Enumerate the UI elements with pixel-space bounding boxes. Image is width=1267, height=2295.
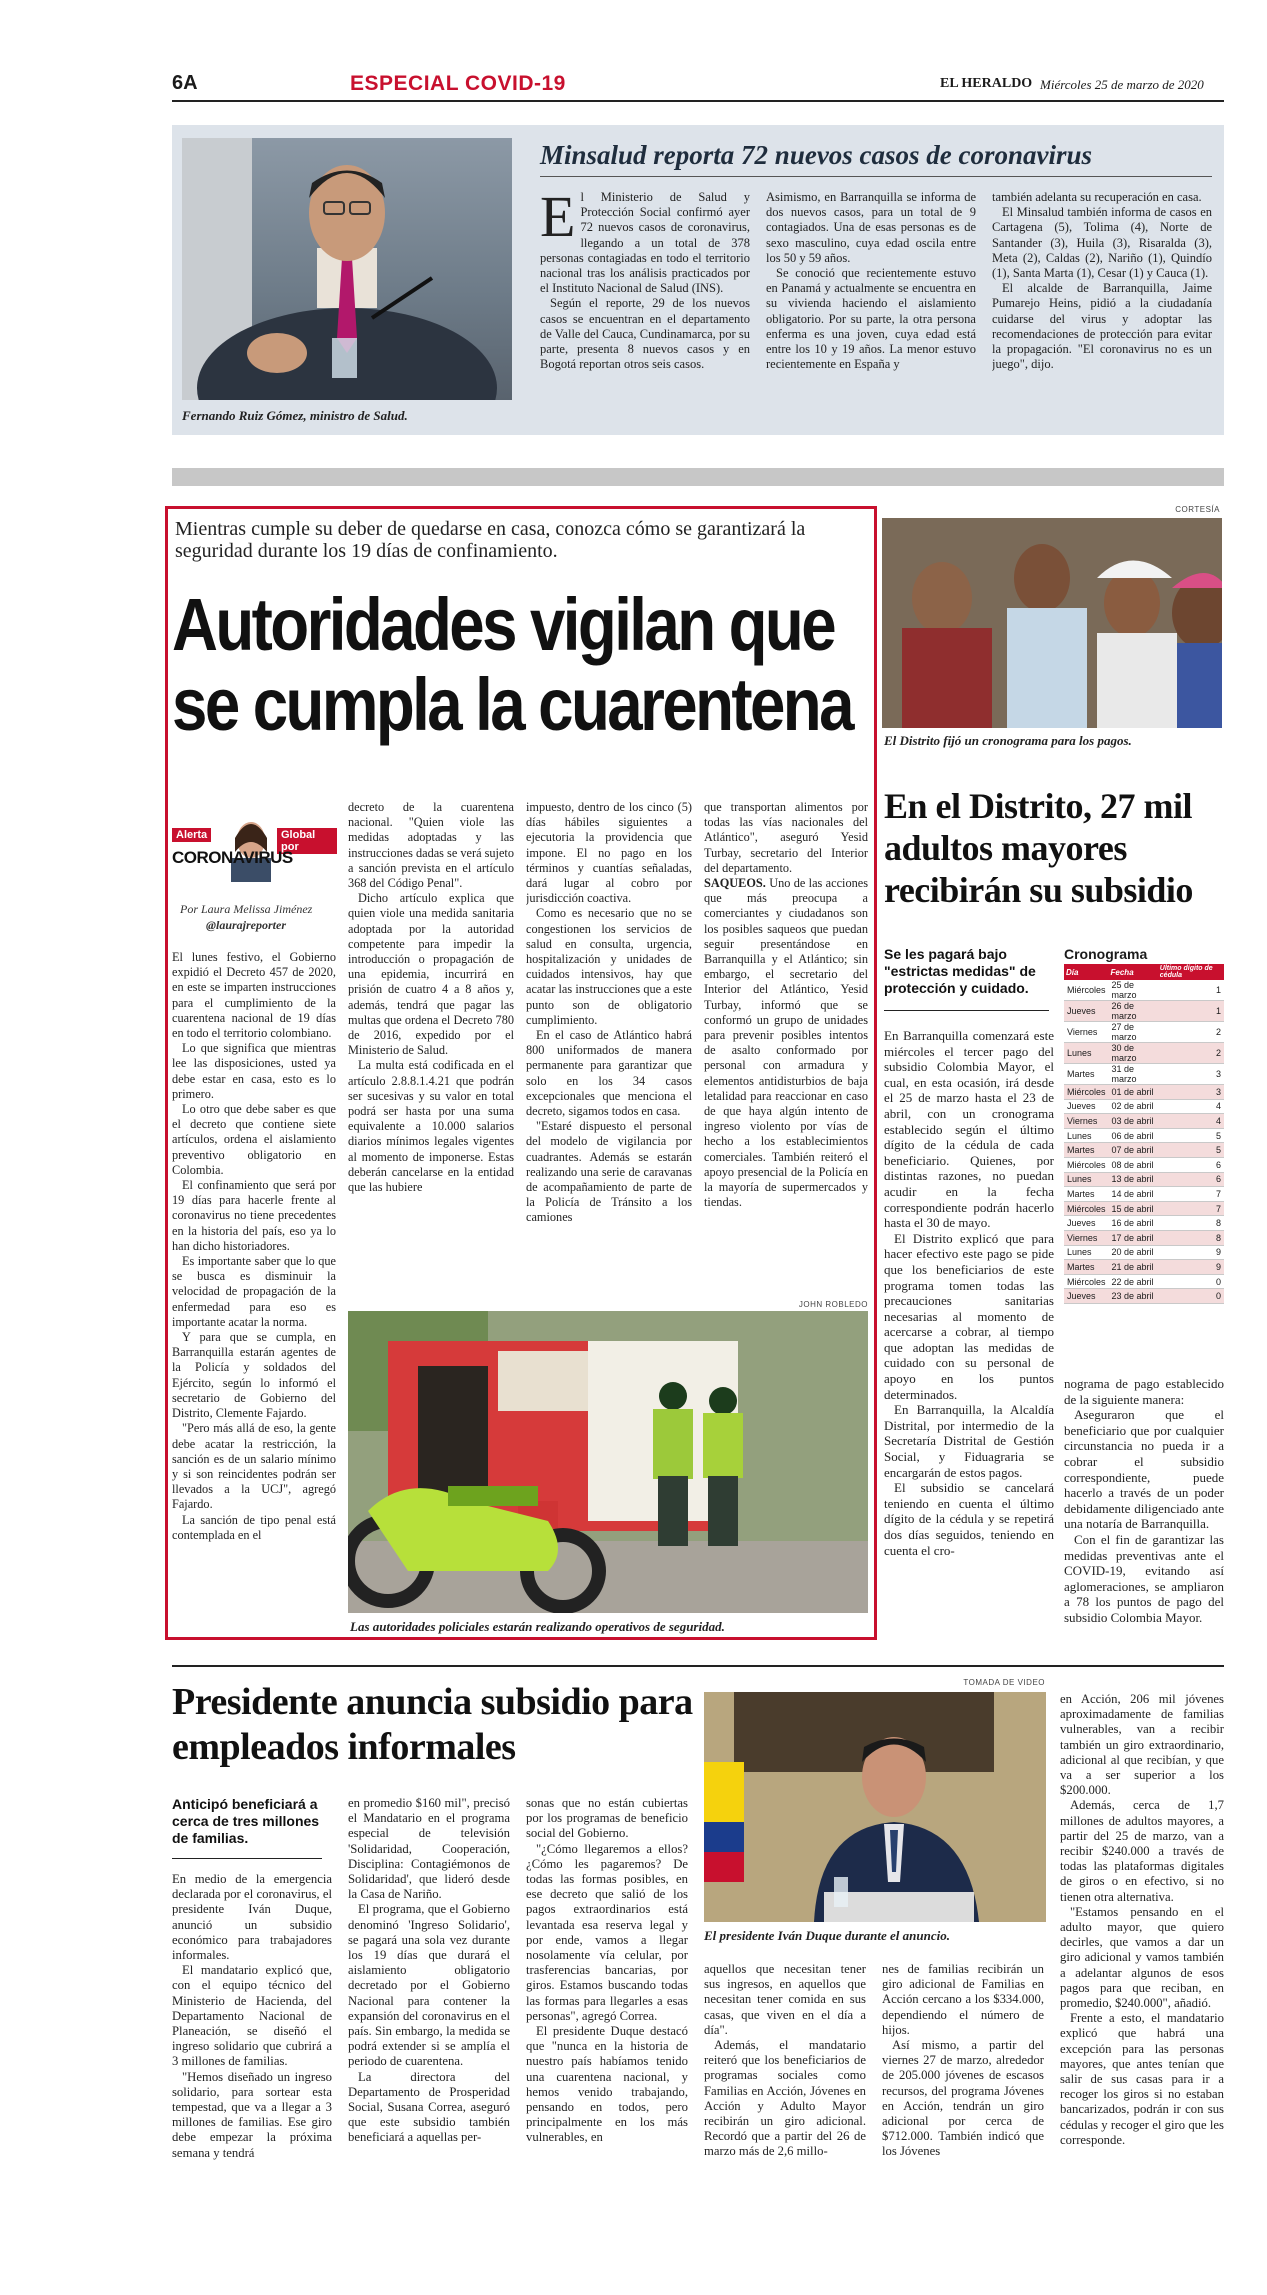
cronograma-cell-fecha: 07 de abril [1109, 1143, 1158, 1158]
subsidio-col-1 [884, 1028, 1054, 1638]
cuarentena-col-3-p2: Como es necesario que no se congestionen los servicios de salud en consulta, urgencia, hospitalización y unidades de cuidados intensivos, hay que acatar las instrucciones que a este punto son de obligatorio cumplimiento. [526, 906, 692, 1027]
cuarentena-col-2 [348, 800, 514, 1305]
cronograma-cell-fecha: 27 de marzo [1109, 1022, 1158, 1043]
cuarentena-col-2-p3: La multa está codificada en el artículo 2.8.8.1.4.21 que podrán ser sucesivas y su valor en total podrá ser hasta por una suma equivalente a 10.000 salarios diarios mínimos legales vigentes al momento de imponerse. Estas deberán cancelarse en la entidad que las hubiere [348, 1058, 514, 1195]
presidente-col-3-p1: sonas que no están cubiertas por los programas de beneficio social del Gobierno. [526, 1796, 688, 1841]
presidente-col-5-p1: nes de familias recibirán un giro adicional de Familias en Acción cercano a los $334.000, dependiendo el número de hijos. [882, 1962, 1044, 2037]
presidente-col-1-p2: El mandatario explicó que, con el equipo técnico del Ministerio de Hacienda, del Departamento Nacional de Planeación, se diseñó el ingreso solidario que cubrirá a 3 millones de familias. [172, 1963, 332, 2069]
cronograma-cell-digito: 9 [1158, 1245, 1224, 1260]
cronograma-row [1064, 1289, 1224, 1304]
cronograma-cell-fecha: 16 de abril [1109, 1216, 1158, 1231]
cronograma-row [1064, 1172, 1224, 1187]
byline-handle: @laurajreporter [206, 918, 286, 932]
badge-global: Global por [277, 828, 337, 854]
presidente-col-6-p4: Frente a esto, el mandatario explicó que habrá una excepción para las personas mayores, que antes tenían que salir de sus casas para ir a recoger los giros si no estaban bancarizados, podrán ir con sus cédulas y recoger el giro que les corresponde. [1060, 2011, 1224, 2147]
cronograma-title: Cronograma [1064, 946, 1148, 962]
badge-coronavirus: CORONAVIRUS [172, 848, 293, 867]
cronograma-cell-dia: Martes [1064, 1064, 1109, 1085]
cronograma-cell-fecha: 25 de marzo [1109, 980, 1158, 1001]
cronograma-cell-dia: Martes [1064, 1143, 1109, 1158]
cronograma-cell-digito: 4 [1158, 1114, 1224, 1129]
cuarentena-col-4-p1: que transportan alimentos por todas las vías nacionales del Atlántico", aseguró Yesid Turbay, secretario del Interior del departamento. [704, 800, 868, 875]
presidente-col-3-p3: El presidente Duque destacó que "nunca en la historia de nuestro país habíamos tenido una cuarentena nacional, y hemos venido trabajando, pensando en todos, pero principalmente en los más vulnerables, en [526, 2024, 688, 2145]
subsidio-col-2-p2: Aseguraron que el beneficiario que por cualquier circunstancia no pueda ir a cobrar el subsidio correspondiente, puede hacerlo a través de un poder debidamente diligenciado ante una notaría de Barranquilla. [1064, 1407, 1224, 1532]
subsidio-col-2 [1064, 1376, 1224, 1638]
police-photo-caption: Las autoridades policiales estarán realizando operativos de seguridad. [350, 1619, 725, 1634]
cuarentena-col-3-p1: impuesto, dentro de los cinco (5) días hábiles siguientes a ejecutoria la providencia que impone. El no pago en los términos y cuantías señaladas, dará lugar al cobro por jurisdicción coactiva. [526, 800, 692, 906]
separator-bar [172, 468, 1224, 486]
subsidio-col-2-p3: Con el fin de garantizar las medidas preventivas ante el COVID-19, evitando así aglomeraciones, se ampliaron a 78 los puntos de pago del subsidio Colombia Mayor. [1064, 1531, 1224, 1625]
duque-photo [704, 1692, 1046, 1922]
cronograma-cell-fecha: 30 de marzo [1109, 1043, 1158, 1064]
presidente-col-5 [882, 1962, 1044, 2267]
presidente-col-1-p1: En medio de la emergencia declarada por el coronavirus, el presidente Iván Duque, anunció un subsidio económico para trabajadores informales. [172, 1872, 332, 1963]
presidente-subhead: Anticipó beneficiará a cerca de tres millones de familias. [172, 1796, 320, 1846]
cronograma-cell-digito: 2 [1158, 1043, 1224, 1064]
cuarentena-headline: Autoridades vigilan que se cumpla la cuarentena [172, 583, 852, 746]
cronograma-cell-dia: Lunes [1064, 1172, 1109, 1187]
presidente-col-6-p3: "Estamos pensando en el adulto mayor, que quiero decirles, que vamos a dar un giro adicional y vamos también a adelantar algunos de esos pagos para que reciban, en promedio, $240.000", añadió. [1060, 1904, 1224, 2011]
cronograma-cell-dia: Jueves [1064, 1001, 1109, 1022]
cronograma-cell-dia: Miércoles [1064, 1157, 1109, 1172]
cronograma-cell-fecha: 06 de abril [1109, 1128, 1158, 1143]
cronograma-cell-digito: 7 [1158, 1201, 1224, 1216]
cuarentena-col-1-p6: Y para que se cumpla, en Barranquilla estarán agentes de la Policía y soldados del Ejército, según lo informó el secretario de Gobierno del Distrito, Clemente Fajardo. [172, 1330, 336, 1421]
cronograma-cell-dia: Viernes [1064, 1230, 1109, 1245]
cronograma-cell-digito: 7 [1158, 1187, 1224, 1202]
subsidio-col-1-p2: El Distrito explicó que para hacer efectivo este pago se pide que los beneficiarios de este programa tomen todas las precauciones sanitarias necesarias al momento de acercarse a cobrar, al tiempo que adoptan las medidas de cuidado con su personal de apoyo en los puntos determinados. [884, 1230, 1054, 1402]
minsalud-col-3-p3: El alcalde de Barranquilla, Jaime Pumarejo Heins, pidió a la ciudadanía cuidarse del virus y adoptar las recomendaciones de protección para evitar la propagación. "El coronavirus no es un juego", dijo. [992, 281, 1212, 372]
cronograma-row [1064, 1260, 1224, 1275]
police-scene [348, 1311, 868, 1613]
masthead-date: Miércoles 25 de marzo de 2020 [1040, 77, 1204, 92]
cronograma-cell-dia: Jueves [1064, 1289, 1109, 1304]
cronograma-row [1064, 1043, 1224, 1064]
duque-scene [704, 1692, 1046, 1922]
presidente-col-4 [704, 1962, 866, 2267]
minister-photo [182, 138, 512, 400]
cronograma-cell-dia: Martes [1064, 1260, 1109, 1275]
cronograma-cell-dia: Miércoles [1064, 1085, 1109, 1100]
cronograma-row [1064, 1064, 1224, 1085]
cronograma-cell-digito: 9 [1158, 1260, 1224, 1275]
cronograma-cell-dia: Lunes [1064, 1128, 1109, 1143]
presidente-col-3-p2: "¿Cómo llegaremos a ellos? ¿Cómo les pagaremos? De todas las formas posibles, en ese decreto que salió de los pagos extraordinarios está levantada esa reserva legal y por ende, vamos a llegar nosolamente vía celular, por trasferencias bancarias, por giros. Estamos buscando todas las formas para llegarles a esas personas", agregó Correa. [526, 1841, 688, 2023]
cronograma-cell-digito: 8 [1158, 1216, 1224, 1231]
elderly-photo-caption: El Distrito fijó un cronograma para los pagos. [884, 733, 1132, 748]
cronograma-cell-fecha: 31 de marzo [1109, 1064, 1158, 1085]
presidente-col-2-p3: La directora del Departamento de Prosperidad Social, Susana Correa, aseguró que este subsidio también beneficiará a aquellas per- [348, 2069, 510, 2145]
reporter-photo [227, 812, 275, 882]
presidente-col-2-p2: El programa, que el Gobierno denominó 'Ingreso Solidario', se pagará una sola vez durante los 19 días que durará el aislamiento obligatorio decretado por el Gobierno Nacional para contener la expansión del coronavirus en el país. Sin embargo, la medida se podrá extender si se amplía el periodo de cuarentena. [348, 1902, 510, 2069]
presidente-subhead-rule [172, 1858, 322, 1859]
presidente-col-6-p2: Además, cerca de 1,7 millones de adultos mayores, a partir del 25 de marzo, van a recibir $240.000 a través de todas las plataformas digitales de giros o en efectivo, si no tienen otra alternativa. [1060, 1798, 1224, 1904]
minsalud-col-2-p2: Se conoció que recientemente estuvo en Panamá y actualmente se encuentra en su vivienda haciendo el aislamiento obligatorio. Por su parte, la otra persona enferma es una joven, cuya edad está entre los 10 y 19 años. La menor estuvo recientemente en España y [766, 266, 976, 372]
cronograma-cell-digito: 0 [1158, 1274, 1224, 1289]
cuarentena-col-1-p1: El lunes festivo, el Gobierno expidió el Decreto 457 de 2020, en este se imparten instrucciones para el cumplimiento de la cuarentena nacional de 19 días en todo el territorio colombiano. [172, 950, 336, 1041]
police-photo [348, 1311, 868, 1613]
cuarentena-col-3-p4: "Estaré dispuesto el personal del modelo de vigilancia por cuadrantes. Además se estarán realizando una serie de caravanas de acompañamiento de parte de la Policía de Tránsito a los camiones [526, 1119, 692, 1225]
presidente-col-3 [526, 1796, 688, 2266]
cronograma-cell-digito: 5 [1158, 1143, 1224, 1158]
minsalud-col-3-p1: también adelanta su recuperación en casa. [992, 190, 1202, 204]
minsalud-col-3 [992, 190, 1212, 430]
cronograma-row [1064, 1099, 1224, 1114]
cronograma-row [1064, 1274, 1224, 1289]
cronograma-cell-digito: 3 [1158, 1085, 1224, 1100]
cronograma-cell-fecha: 23 de abril [1109, 1289, 1158, 1304]
section-title: ESPECIAL COVID-19 [350, 72, 566, 95]
cronograma-row [1064, 1022, 1224, 1043]
cronograma-row [1064, 1201, 1224, 1216]
cuarentena-col-4 [704, 800, 868, 1305]
subsidio-headline: En el Distrito, 27 mil adultos mayores recibirán su subsidio [884, 786, 1193, 910]
cuarentena-col-4-p2: Uno de las acciones que más preocupa a comerciantes y ciudadanos son los posibles saqueos que puedan seguir presentándose en Barranquilla y el Atlántico; sin embargo, el secretario del Interior del Atlántico, Yesid Turbay, informó que se conformó un grupo de unidades para prevenir posibles intentos de asalto conformado por personal con armadura y elementos antidisturbios de baja letalidad para reaccionar en caso de que haya algún intento de ingreso violento por vías de hecho a los establecimientos comerciales. También reiteró el apoyo presencial de la Policía en la mayoría de supermercados y tiendas. [704, 876, 868, 1210]
minsalud-col-2 [766, 190, 976, 430]
cronograma-cell-digito: 1 [1158, 1001, 1224, 1022]
cronograma-cell-fecha: 01 de abril [1109, 1085, 1158, 1100]
cronograma-cell-fecha: 13 de abril [1109, 1172, 1158, 1187]
cronograma-cell-fecha: 15 de abril [1109, 1201, 1158, 1216]
cuarentena-col-1-p7: "Pero más allá de eso, la gente debe acatar la restricción, la sanción es de un salario mínimo y si son reincidentes podrán ser llevados a la UCJ", agregó Fajardo. [172, 1421, 336, 1512]
presidente-col-5-p2: Así mismo, a partir del viernes 27 de marzo, alrededor de 205.000 jóvenes de escasos recursos, del programa Jóvenes en Acción, tendrán un giro adicional por cerca de $712.000. También indicó que los Jóvenes [882, 2038, 1044, 2159]
minsalud-headline: Minsalud reporta 72 nuevos casos de coronavirus [540, 140, 1093, 170]
cronograma-cell-digito: 8 [1158, 1230, 1224, 1245]
dropcap: E [540, 190, 576, 249]
minsalud-col-2-p1: Asimismo, en Barranquilla se informa de dos nuevos casos, para un total de 9 contagiados. Una de esas personas es de sexo masculino, cuya edad oscila entre los 50 y 59 años. [766, 190, 976, 265]
cronograma-row [1064, 1216, 1224, 1231]
cronograma-cell-dia: Jueves [1064, 1216, 1109, 1231]
cuarentena-col-2-p2: Dicho artículo explica que quien viole una medida sanitaria adoptada por la autoridad competente para impedir la introducción o propagación de una epidemia, incurrirá en prisión de cuatro 4 a 8 años y, además, tendrá que pagar las multas que ordena el Decreto 780 de 2016, expedido por el Ministerio de Salud. [348, 891, 514, 1058]
minister-caption: Fernando Ruiz Gómez, ministro de Salud. [182, 408, 408, 423]
saqueos-lead: SAQUEOS. [704, 876, 766, 891]
cronograma-table [1064, 946, 1224, 1304]
presidente-headline: Presidente anuncia subsidio para empleados informales [172, 1681, 693, 1768]
cronograma-cell-dia: Viernes [1064, 1114, 1109, 1129]
cronograma-row [1064, 1187, 1224, 1202]
cuarentena-col-3-p3: En el caso de Atlántico habrá 800 uniformados de manera permanente para garantizar que solo en los 34 casos excepcionales que menciona el decreto, sigamos todos en casa. [526, 1028, 692, 1119]
subsidio-col-2-p1: nograma de pago establecido de la siguiente manera: [1064, 1376, 1224, 1407]
cronograma-header-dia: Día [1064, 964, 1109, 980]
cronograma-cell-fecha: 26 de marzo [1109, 1001, 1158, 1022]
cronograma-grid [1064, 964, 1224, 1304]
subsidio-col-1-p1: En Barranquilla comenzará este miércoles el tercer pago del subsidio Colombia Mayor, el cual, en esta ocasión, irá desde el 25 de marzo hasta el 23 de abril, con un cronograma establecido según el último dígito de la cédula de cada beneficiario. Quienes, por distintas razones, no puedan acudir en la fecha correspondiente podrán hacerlo hasta el 30 de mayo. [884, 1028, 1054, 1231]
cuarentena-col-1 [172, 950, 336, 1635]
cronograma-cell-digito: 4 [1158, 1099, 1224, 1114]
cuarentena-col-1-p2: Lo que significa que mientras lee las disposiciones, usted ya debe estar en casa, esto es lo primero. [172, 1041, 336, 1101]
minsalud-col-3-p2: El Minsalud también informa de casos en Cartagena (5), Tolima (4), Norte de Santander (3), Huila (3), Risaralda (3), Meta (2), Caldas (2), Nariño (1), Quindío (1), Santa Marta (1), Cesar (1) y Cauca (1). [992, 205, 1212, 281]
cuarentena-kicker: Mientras cumple su deber de quedarse en casa, conozca cómo se garantizará la seguridad durante los 19 días de confinamiento. [175, 518, 806, 562]
elderly-scene [882, 518, 1222, 728]
cronograma-cell-digito: 6 [1158, 1172, 1224, 1187]
cuarentena-col-2-p1: decreto de la cuarentena nacional. "Quien viole las medidas adoptadas y las instrucciones dadas se verá sujeto a sanción prevista en el artículo 368 del Código Penal". [348, 800, 514, 891]
cronograma-row [1064, 1085, 1224, 1100]
presidente-col-2-p1: en promedio $160 mil", precisó el Mandatario en el programa especial de televisión 'Solidaridad, Cooperación, Disciplina: Contagiémonos de Solidaridad', que lideró desde la Casa de Nariño. [348, 1796, 510, 1902]
subsidio-col-1-p3: En Barranquilla, la Alcaldía Distrital, por intermedio de la Secretaría Distrital de Gestión Social, y Fiduagraria se encargarán de estos pagos. [884, 1402, 1054, 1480]
elderly-photo-credit: CORTESÍA [1175, 505, 1220, 514]
cronograma-cell-fecha: 14 de abril [1109, 1187, 1158, 1202]
cronograma-cell-fecha: 22 de abril [1109, 1274, 1158, 1289]
cronograma-cell-fecha: 03 de abril [1109, 1114, 1158, 1129]
elderly-photo [882, 518, 1222, 728]
subsidio-subhead: Se les pagará bajo "estrictas medidas" de protección y cuidado. [884, 946, 1036, 996]
presidente-col-6-p1: en Acción, 206 mil jóvenes aproximadamente de familias vulnerables, van a recibir también un giro extraordinario, adicional al que recibían, y que va a ser superior a los $200.000. [1060, 1692, 1224, 1798]
minsalud-col-1 [540, 190, 750, 430]
byline: Por Laura Melissa Jiménez [180, 902, 313, 916]
coronavirus-badge [172, 812, 337, 882]
cronograma-row [1064, 1157, 1224, 1172]
cuarentena-col-1-p3: Lo otro que debe saber es que el decreto que contiene siete artículos, ordena el aislamiento preventivo obligatorio en Colombia. [172, 1102, 336, 1177]
cronograma-row [1064, 1245, 1224, 1260]
minsalud-headline-rule [540, 176, 1212, 177]
cronograma-cell-fecha: 21 de abril [1109, 1260, 1158, 1275]
cronograma-cell-dia: Miércoles [1064, 980, 1109, 1001]
cronograma-row [1064, 1230, 1224, 1245]
cronograma-cell-dia: Miércoles [1064, 1201, 1109, 1216]
cronograma-cell-dia: Lunes [1064, 1245, 1109, 1260]
minsalud-col-1-p2: Según el reporte, 29 de los nuevos casos se encuentran en el departamento de Valle del Cauca, Cundinamarca, por su parte, presenta 8 nuevos casos y en Bogotá reportan otros seis casos. [540, 296, 750, 372]
cronograma-cell-digito: 5 [1158, 1128, 1224, 1143]
cuarentena-col-1-p5: Es importante saber que lo que se busca es disminuir la velocidad de propagación de la enfermedad para eso es importante acatar la norma. [172, 1254, 336, 1329]
cronograma-cell-digito: 1 [1158, 980, 1224, 1001]
cronograma-header-fecha: Fecha [1109, 964, 1158, 980]
cuarentena-col-3 [526, 800, 692, 1305]
cronograma-row [1064, 980, 1224, 1001]
cronograma-cell-dia: Lunes [1064, 1043, 1109, 1064]
masthead-name: EL HERALDO [940, 76, 1033, 91]
cronograma-cell-fecha: 20 de abril [1109, 1245, 1158, 1260]
cronograma-row [1064, 1143, 1224, 1158]
page-number: 6A [172, 72, 198, 94]
duque-photo-credit: TOMADA DE VIDEO [963, 1678, 1045, 1687]
cronograma-header-digito: Último dígito de cédula [1158, 964, 1224, 980]
presidente-col-2 [348, 1796, 510, 2266]
badge-alerta: Alerta [172, 828, 211, 842]
bottom-section-rule [172, 1665, 1224, 1667]
cronograma-cell-dia: Miércoles [1064, 1274, 1109, 1289]
presidente-col-4-p2: Además, el mandatario reiteró que los beneficiarios de programas sociales como Familias en Acción, Jóvenes en Acción y Adulto Mayor recibirán un giro adicional. Recordó que a partir del 26 de marzo más de 2,6 millo- [704, 2038, 866, 2159]
cronograma-cell-dia: Jueves [1064, 1099, 1109, 1114]
cronograma-cell-digito: 6 [1158, 1157, 1224, 1172]
cronograma-row [1064, 1001, 1224, 1022]
header-rule [172, 100, 1224, 102]
subsidio-col-1-p4: El subsidio se cancelará teniendo en cuenta el último dígito de la cédula y se repetirá dos días seguidos, teniendo en cuenta el cro- [884, 1480, 1054, 1558]
presidente-col-4-p1: aquellos que necesitan tener sus ingresos, en aquellos que necesitan tener comida en sus casas, que viven en el día a día". [704, 1962, 866, 2037]
cronograma-cell-digito: 3 [1158, 1064, 1224, 1085]
subsidio-subhead-rule [884, 1010, 1049, 1011]
cronograma-cell-fecha: 17 de abril [1109, 1230, 1158, 1245]
cronograma-cell-fecha: 08 de abril [1109, 1157, 1158, 1172]
duque-photo-caption: El presidente Iván Duque durante el anuncio. [704, 1928, 950, 1943]
cronograma-cell-dia: Viernes [1064, 1022, 1109, 1043]
presidente-col-6 [1060, 1692, 1224, 2267]
cuarentena-col-1-p4: El confinamiento que será por 19 días para hacerle frente al coronavirus no tiene precedentes en la historia del país, eso ya lo han dicho historiadores. [172, 1178, 336, 1253]
cronograma-cell-dia: Martes [1064, 1187, 1109, 1202]
minister-illustration [182, 138, 512, 400]
presidente-col-1-p3: "Hemos diseñado un ingreso solidario, para sortear esta tempestad, que va a llegar a 3 millones de familias. Ese giro debe empezar la próxima semana y tendrá [172, 2069, 332, 2160]
cuarentena-col-1-p8: La sanción de tipo penal está contemplada en el [172, 1512, 336, 1542]
cronograma-row [1064, 1114, 1224, 1129]
minsalud-col-1-p1: l Ministerio de Salud y Protección Social confirmó ayer 72 nuevos casos de coronavirus, llegando a un total de 378 personas contagiadas en todo el territorio nacional tras los análisis practicados por el Instituto Nacional de Salud (INS). [540, 190, 750, 296]
cronograma-cell-digito: 0 [1158, 1289, 1224, 1304]
cronograma-cell-fecha: 02 de abril [1109, 1099, 1158, 1114]
police-photo-credit: JOHN ROBLEDO [798, 1300, 868, 1309]
cronograma-cell-digito: 2 [1158, 1022, 1224, 1043]
presidente-col-1 [172, 1872, 332, 2267]
cronograma-row [1064, 1128, 1224, 1143]
